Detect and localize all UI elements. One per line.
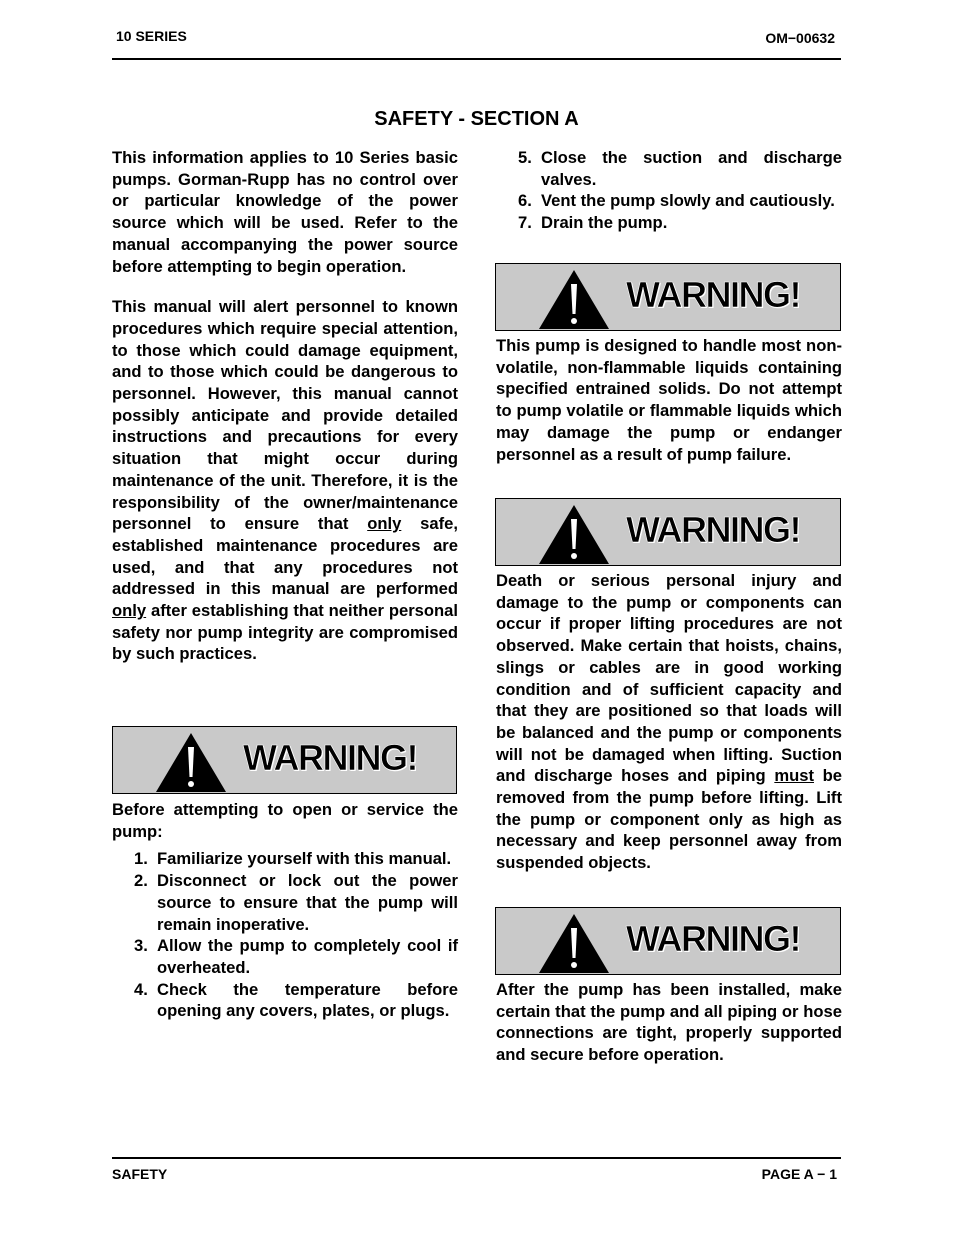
footer-page-number: PAGE A − 1 xyxy=(761,1166,837,1182)
service-intro: Before attempting to open or service the pump: xyxy=(112,800,458,841)
step-number: 4. xyxy=(134,979,148,999)
warning-text-installation xyxy=(496,979,842,1066)
step-item xyxy=(496,147,842,190)
footer-section: SAFETY xyxy=(112,1166,168,1182)
manual-paragraph: This manual will alert personnel to known procedures which require special attention, to those which could damage equipment, and to those which could be dangerous to personnel. However, this manual cannot possibly anticipate and provide detailed instructions and precautions for every situation that might occur during maintenance of the unit. Therefore, it is the responsibility of the owner/maintenance personnel to ensure that only safe, established maintenance procedures are used, and that any procedures not addressed in this manual are performed only after establishing that neither personal safety nor pump integrity are compromised by such practices. xyxy=(112,297,459,664)
warning-box-lifting xyxy=(495,498,841,566)
warning-label: WARNING! xyxy=(626,274,800,315)
warning-triangle-icon xyxy=(538,268,610,330)
step-item xyxy=(496,212,842,234)
step-item xyxy=(112,979,458,1022)
step-text: Disconnect or lock out the power source to ensure that the pump will remain inoperative. xyxy=(157,871,458,934)
step-text: Drain the pump. xyxy=(541,213,668,233)
step-item xyxy=(112,848,458,870)
step-number: 3. xyxy=(134,936,148,956)
warning-text-liquids xyxy=(496,335,842,465)
service-instructions xyxy=(112,799,458,1022)
service-steps-list xyxy=(112,848,458,1022)
step-text: Close the suction and discharge valves. xyxy=(541,148,842,189)
step-text: Familiarize yourself with this manual. xyxy=(157,849,452,869)
step-number: 5. xyxy=(518,148,532,167)
step-item xyxy=(112,870,458,935)
warning-box-installation xyxy=(495,907,841,975)
header-rule xyxy=(112,58,841,60)
warning-label: WARNING! xyxy=(626,918,800,959)
warning-box-liquids xyxy=(495,263,841,331)
step-text: Vent the pump slowly and cautiously. xyxy=(541,191,835,211)
warning-triangle-icon xyxy=(538,912,610,974)
step-number: 2. xyxy=(134,871,148,891)
warning-label: WARNING! xyxy=(243,737,417,778)
footer-rule xyxy=(112,1157,841,1159)
step-text: Allow the pump to completely cool if overheated. xyxy=(157,936,458,977)
step-number: 6. xyxy=(518,191,532,211)
left-column xyxy=(112,147,458,665)
warning-triangle-icon xyxy=(155,731,227,793)
emphasis-must: must xyxy=(774,766,814,786)
emphasis-only-1: only xyxy=(367,514,402,534)
warning-paragraph-liquids: This pump is designed to handle most non-volatile, non-flammable liquids containing specified entrained solids. Do not attempt to pump volatile or flammable liquids which may damage the pump or endanger personnel as a result of pump failure. xyxy=(496,336,842,464)
step-item xyxy=(112,935,458,978)
step-number: 7. xyxy=(518,213,532,233)
warning-box-service xyxy=(112,726,457,794)
warning-text-lifting xyxy=(496,570,842,874)
warning-triangle-icon xyxy=(538,503,610,565)
page-title: SAFETY - SECTION A xyxy=(374,108,579,130)
warning-label: WARNING! xyxy=(626,509,800,550)
service-steps-list-continued xyxy=(496,147,842,234)
header-series: 10 SERIES xyxy=(116,28,187,44)
step-number: 1. xyxy=(134,849,148,869)
warning-paragraph-installation: After the pump has been installed, make certain that the pump and all piping or hose connections are tight, properly supported and secure before operation. xyxy=(496,980,842,1065)
right-column-steps xyxy=(496,147,842,234)
emphasis-only-2: only xyxy=(112,601,147,621)
warning-paragraph-lifting: Death or serious personal injury and damage to the pump or components can occur if proper lifting procedures are not observed. Make certain that hoists, chains, slings or cables are in good working condition and of sufficient capacity and that they are positioned so that loads will be balanced and the pump or components will not be damaged when lifting. Suction and discharge hoses and piping must be removed from the pump before lifting. Lift the pump or component only as high as necessary and keep personnel away from suspended objects. xyxy=(496,571,842,873)
header-doc-number: OM−00632 xyxy=(765,30,835,46)
intro-paragraph: This information applies to 10 Series basic pumps. Gorman-Rupp has no control over or particular knowledge of the power source which will be used. Refer to the manual accompanying the power source before attempting to begin operation. xyxy=(112,148,458,276)
step-item xyxy=(496,190,842,212)
step-text: Check the temperature before opening any covers, plates, or plugs. xyxy=(157,979,458,1021)
